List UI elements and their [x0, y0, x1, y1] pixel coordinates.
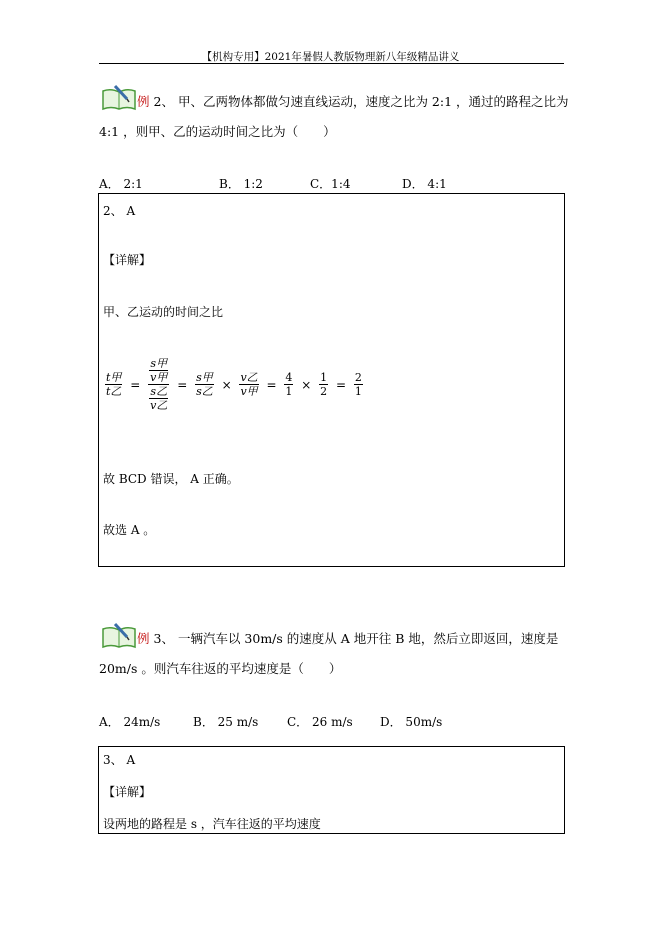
example-2-question-line1: [137, 92, 569, 110]
question-text: 一辆汽车以 30m/s 的速度从 A 地开往 B 地，然后立即返回，速度是: [177, 631, 559, 646]
conclusion-text: 故 BCD 错误， A 正确。: [103, 472, 239, 486]
ratio-formula: [103, 357, 365, 412]
answer-box-2: [98, 193, 565, 567]
example-number: 3、: [153, 631, 174, 646]
formula-term: s甲: [150, 357, 168, 370]
example-label: 例: [137, 94, 150, 109]
option-b[interactable]: B． 1:2: [219, 177, 263, 191]
answer-box-3: [98, 746, 565, 834]
explanation-text: 设两地的路程是 s ，汽车往返的平均速度: [103, 817, 321, 831]
formula-term: 1: [320, 371, 328, 384]
page-header: 【机构专用】2021年暑假人教版物理新八年级精品讲义: [201, 51, 460, 63]
detail-heading: 【详解】: [103, 253, 152, 267]
formula-term: v甲: [150, 371, 168, 384]
formula-term: t乙: [106, 385, 122, 398]
formula-term: 2: [320, 385, 328, 398]
example-label: 例: [137, 631, 150, 646]
formula-term: 1: [354, 385, 362, 398]
example-3-question-line2: 20m/s 。则汽车往返的平均速度是（ ）: [99, 661, 342, 676]
formula-term: 1: [285, 385, 293, 398]
choice-text: 故选 A 。: [103, 523, 156, 537]
formula-term: v甲: [240, 385, 258, 398]
formula-op: =: [335, 377, 346, 392]
book-pencil-icon: [101, 83, 137, 111]
formula-op: ×: [221, 377, 232, 392]
option-a[interactable]: A． 2:1: [99, 177, 143, 191]
formula-term: 2: [354, 371, 362, 384]
option-c[interactable]: C． 26 m/s: [287, 715, 353, 729]
option-a[interactable]: A． 24m/s: [99, 715, 161, 729]
option-b[interactable]: B． 25 m/s: [193, 715, 259, 729]
explanation-text: 甲、乙运动的时间之比: [103, 305, 224, 319]
example-3-question-line1: [137, 629, 558, 647]
option-d[interactable]: D． 4:1: [402, 177, 447, 191]
formula-term: v乙: [150, 399, 168, 412]
formula-op: ×: [301, 377, 312, 392]
option-c[interactable]: C．1:4: [310, 177, 351, 191]
formula-term: 4: [285, 371, 293, 384]
answer-head: 3、 A: [103, 753, 136, 767]
formula-term: s甲: [196, 371, 213, 384]
formula-term: s乙: [196, 385, 213, 398]
answer-head: 2、 A: [103, 204, 136, 218]
formula-term: s乙: [150, 385, 168, 398]
formula-op: =: [177, 377, 188, 392]
formula-term: t甲: [106, 371, 122, 384]
example-number: 2、: [153, 94, 174, 109]
book-pencil-icon: [101, 621, 137, 649]
detail-heading: 【详解】: [103, 785, 152, 799]
option-d[interactable]: D． 50m/s: [380, 715, 443, 729]
header-rule: [99, 63, 564, 64]
formula-op: =: [130, 377, 141, 392]
formula-term: v乙: [240, 371, 258, 384]
question-text: 甲、乙两物体都做匀速直线运动，速度之比为 2:1 ，通过的路程之比为: [177, 94, 569, 109]
formula-op: =: [266, 377, 277, 392]
example-2-question-line2: 4:1 ，则甲、乙的运动时间之比为（ ）: [99, 124, 336, 139]
